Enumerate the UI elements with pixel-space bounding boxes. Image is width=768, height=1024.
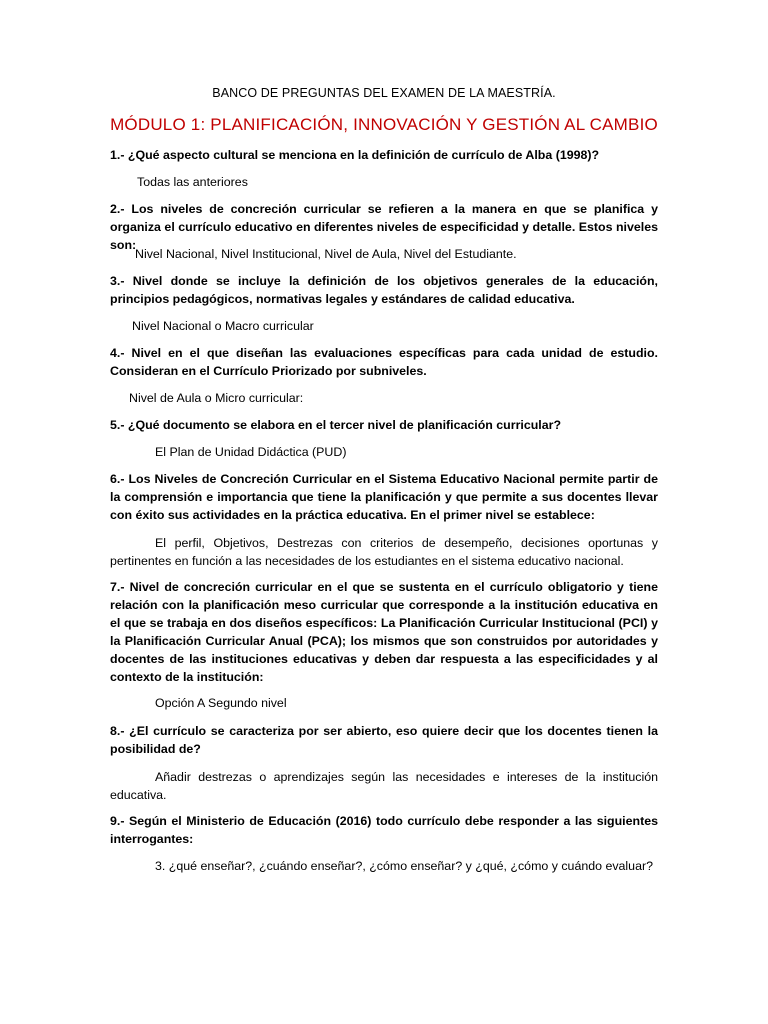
question-4: 4.- Nivel en el que diseñan las evaluaciones específicas para cada unidad de estudio. Consideran en el Currículo Priorizado por subniveles.	[110, 346, 658, 378]
answer-2: Nivel Nacional, Nivel Institucional, Nivel de Aula, Nivel del Estudiante.	[135, 247, 517, 261]
answer-6: El perfil, Objetivos, Destrezas con criterios de desempeño, decisiones oportunas y pertinentes en función a las necesidades de los estudiantes en el sistema educativo nacional.	[110, 536, 658, 568]
question-8: 8.- ¿El currículo se caracteriza por ser abierto, eso quiere decir que los docentes tienen la posibilidad de?	[110, 724, 658, 756]
question-3: 3.- Nivel donde se incluye la definición de los objetivos generales de la educación, principios pedagógicos, normativas legales y estándares de calidad educativa.	[110, 274, 658, 306]
answer-1: Todas las anteriores	[137, 175, 248, 189]
question-9: 9.- Según el Ministerio de Educación (2016) todo currículo debe responder a las siguientes interrogantes:	[110, 814, 658, 846]
module-heading: MÓDULO 1: PLANIFICACIÓN, INNOVACIÓN Y GESTIÓN AL CAMBIO	[110, 115, 658, 134]
question-1: 1.- ¿Qué aspecto cultural se menciona en la definición de currículo de Alba (1998)?	[110, 148, 600, 162]
answer-3: Nivel Nacional o Macro curricular	[132, 319, 314, 333]
question-2: 2.- Los niveles de concreción curricular se refieren a la manera en que se planifica y organiza el currículo educativo en diferentes niveles de especificidad y detalle. Estos niveles son:	[110, 202, 658, 252]
answer-7: Opción A Segundo nivel	[155, 696, 287, 710]
answer-4: Nivel de Aula o Micro curricular:	[129, 391, 304, 405]
answer-9: 3. ¿qué enseñar?, ¿cuándo enseñar?, ¿cómo enseñar? y ¿qué, ¿cómo y cuándo evaluar?	[155, 859, 653, 873]
answer-8: Añadir destrezas o aprendizajes según las necesidades e intereses de la institución educativa.	[110, 770, 658, 802]
question-5: 5.- ¿Qué documento se elabora en el tercer nivel de planificación curricular?	[110, 418, 562, 432]
document-title: BANCO DE PREGUNTAS DEL EXAMEN DE LA MAESTRÍA.	[212, 86, 556, 100]
answer-5: El Plan de Unidad Didáctica (PUD)	[155, 445, 347, 459]
question-7: 7.- Nivel de concreción curricular en el que se sustenta en el currículo obligatorio y tiene relación con la planificación meso curricular que corresponde a la institución educativa en el que se trabaja en dos diseños específicos: La Planificación Curricular Institucional (PCI) y la Planificación Curricular Anual (PCA); los mismos que son construidos por autoridades y docentes de las instituciones educativas y deben dar respuesta a las especificidades y al contexto de la institución:	[110, 580, 658, 684]
question-6: 6.- Los Niveles de Concreción Curricular en el Sistema Educativo Nacional permite partir de la comprensión e importancia que tiene la planificación y que permite a sus docentes llevar con éxito sus actividades en la práctica educativa. En el primer nivel se establece:	[110, 472, 658, 522]
